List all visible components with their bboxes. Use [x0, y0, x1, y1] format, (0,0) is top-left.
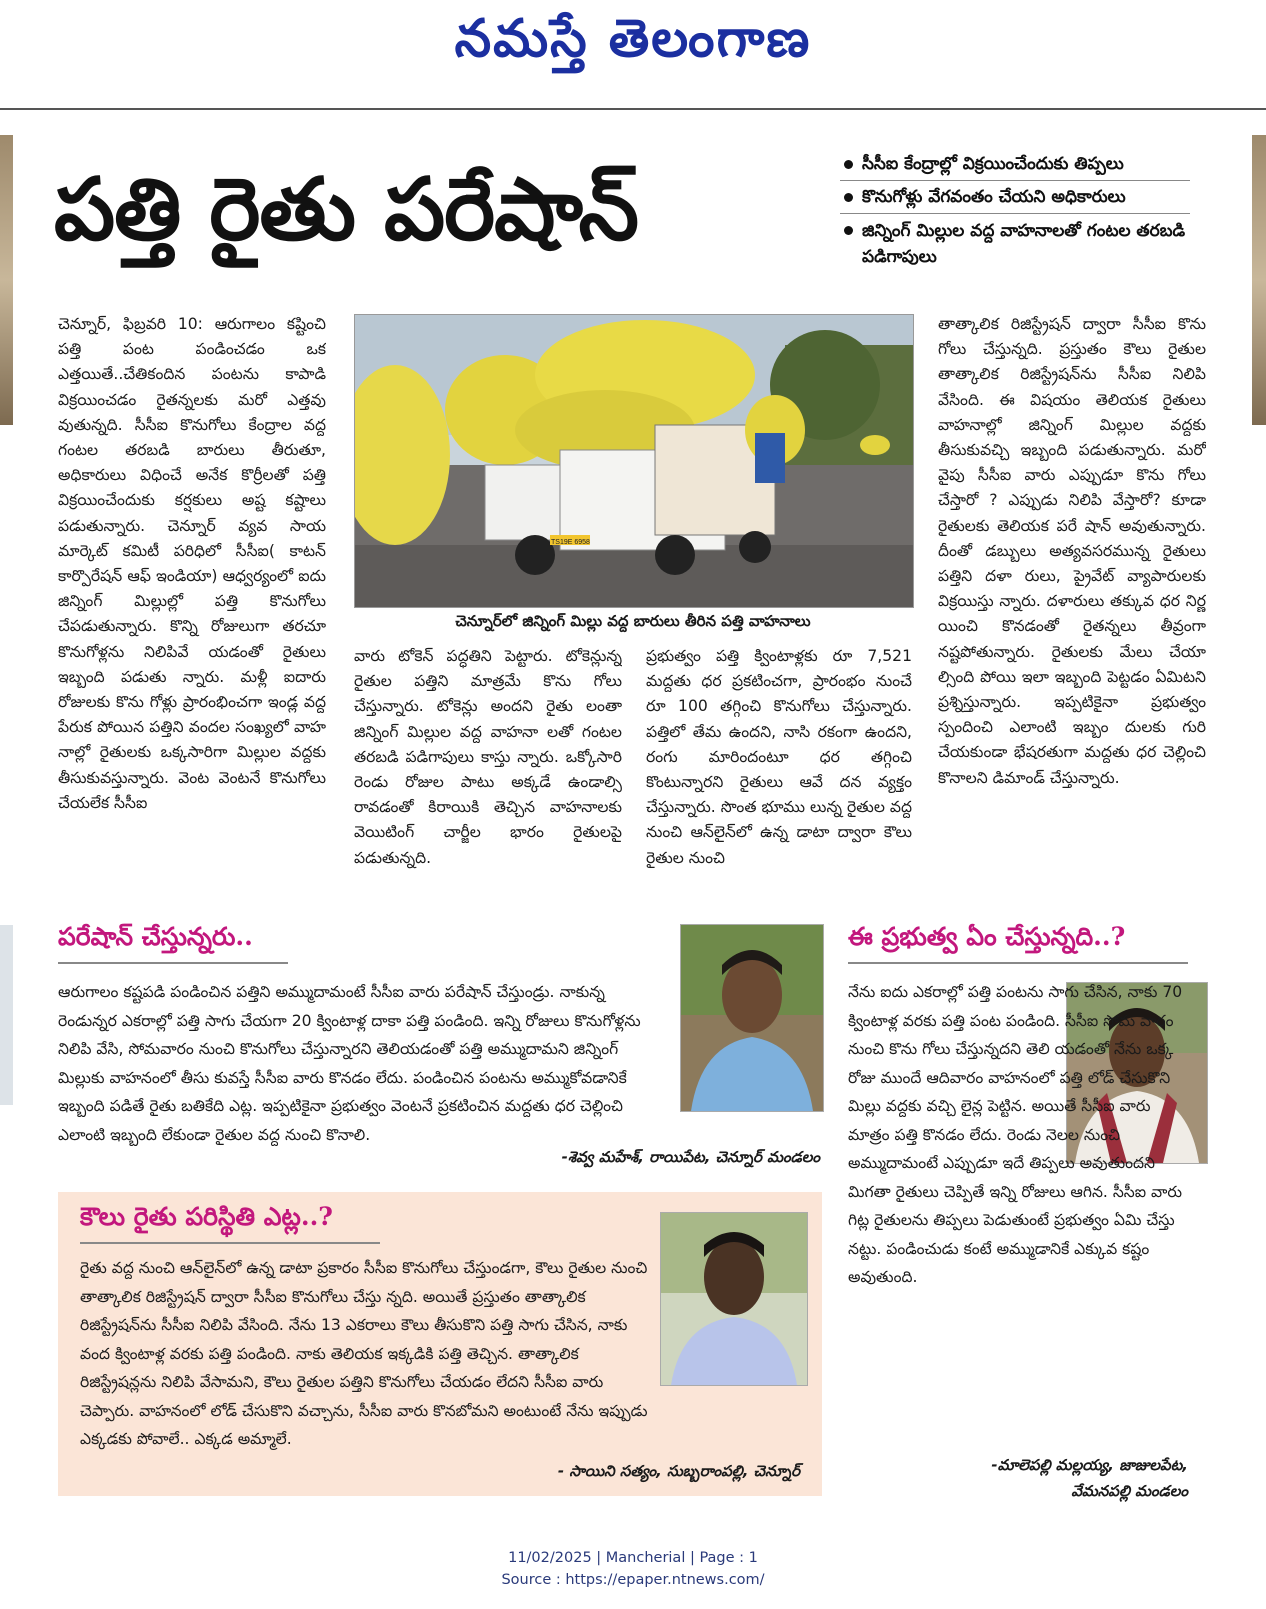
section-title-pareshan: పరేషాన్ చేస్తున్నరు..: [58, 922, 253, 951]
deck-bullet: జిన్నింగ్ మిల్లుల వద్ద వాహనాలతో గంటల తరబడి పడిగాపులు: [840, 214, 1190, 270]
article-column-2: వారు టోకెన్ పద్ధతిని పెట్టారు. టోకెన్లున్న రైతుల పత్తిని మాత్రమే కొను గోలు చేస్తున్నారు. టోకెన్లు అందని రైతు లంతా జిన్నింగ్ మిల్లుల వద్ద వాహనా లతో గంటల తరబడి పడిగాపులు కాస్తు న్నారు. ఒక్కోసారి రెండు రోజుల పాటు అక్కడే ఉండాల్సి రావడంతో కిరాయికి తెచ్చిన వాహనాలకు వెయిటింగ్ చార్జీల భారం రైతులపై పడుతున్నది.: [354, 647, 622, 867]
section-divider: [80, 1242, 380, 1244]
signature-1: -శెవ్వ మహేశ్, రాయిపేట, చెన్నూర్ మండలం: [561, 1148, 820, 1166]
article-column-4: తాత్కాలిక రిజిస్ట్రేషన్ ద్వారా సీసీఐ కొను గోలు చేస్తున్నది. ప్రస్తుతం కౌలు రైతుల తాత్కాలిక రిజిస్ట్రేషన్‌ను సీసీఐ నిలిపి వేసింది. ఈ విషయం తెలియక రైతులు వాహనాల్లో జిన్నింగ్ మిల్లుల వద్దకు తీసుకువచ్చి ఇబ్బంది పడుతున్నారు. మరో వైపు సీసీఐ వారు ఎప్పుడూ కొను గోలు చేస్తారో ? ఎప్పుడు నిలిపి వేస్తారో? కూడా రైతులకు తెలియక పరే షాన్ అవుతున్నారు. దీంతో డబ్బులు అత్యవసరమున్న రైతులు పత్తిని దళా రులు, ప్రైవేట్ వ్యాపారులకు విక్రయిస్తు న్నారు. దళారులు తక్కువ ధర నిర్ణ యించి కొనడంతో రైతన్నలు తీవ్రంగా నష్టపోతున్నారు. రైతులకు మేలు చేయా ల్సింది పోయి ఇలా ఇబ్బంది పెట్టడం ఏమిటని ప్రశ్నిస్తున్నారు. ఇప్పటికైనా ప్రభుత్వం స్పందించి ఎలాంటి ఇబ్బం దులకు గురి చేయకుండా భేషరతుగా మద్దతు ధర చెల్లించి కొనాలని డిమాండ్ చేస్తున్నారు.: [938, 315, 1206, 787]
portrait-farmer-3: [660, 1212, 808, 1386]
deck-bullets: [840, 148, 1190, 270]
portrait-3-illustration: [661, 1213, 807, 1385]
deck-bullet: కొనుగోళ్లు వేగవంతం చేయని అధికారులు: [840, 181, 1190, 214]
section-divider: [848, 962, 1188, 964]
trucks-illustration: [355, 315, 913, 607]
masthead-divider: [0, 108, 1266, 110]
quote-kaulu: రైతు వద్ద నుంచి ఆన్‌లైన్‌లో ఉన్న డాటా ప్రకారం సీసీఐ కొనుగోలు చేస్తుండగా, కౌలు రైతుల నుంచి తాత్కాలిక రిజిస్ట్రేషన్ ద్వారా సీసీఐ కొనుగోలు చేస్తు న్నది. అయితే ప్రస్తుతం తాత్కాలిక రిజిస్ట్రేషన్‌ను సీసీఐ నిలిపి వేసింది. నేను 13 ఎకరాలు కౌలు తీసుకొని పత్తి సాగు చేసిన, నాకు వంద క్వింటాళ్ల వరకు పత్తి పండింది. నాకు తెలియక ఇక్కడికి పత్తి తెచ్చిన. తాత్కాలిక రిజిస్ట్రేషన్లను నిలిపి వేసామని, కౌలు రైతుల పత్తిని కొనుగోలు చేయడం లేదని సీసీఐ వారు చెప్పారు. వాహనంలో లోడ్ చేసుకొని వచ్చాను, సీసీఐ వారు కొనబోమని అంటుంటే నేను ఇప్పుడు ఎక్కడకు పోవాలే.. ఎక్కడ అమ్మాలే.: [80, 1259, 648, 1448]
signature-3: - సాయిని సత్యం, సుబ్బరాంపల్లి, చెన్నూర్: [557, 1462, 800, 1480]
article-column-1: చెన్నూర్, ఫిబ్రవరి 10: ఆరుగాలం కష్టించి పత్తి పంట పండించడం ఒక ఎత్తయితే..చేతికందిన పంటను కాపాడి విక్రయించడం రైతన్నలకు మరో ఎత్తవు వుతున్నది. సీసీఐ కొనుగోలు కేంద్రాల వద్ద గంటల తరబడి బారులు తీరుతూ, అధికారులు విధించే అనేక కొర్రీలతో పత్తి విక్రయించేందుకు కర్షకులు అష్ట కష్టాలు పడుతున్నారు. చెన్నూర్ వ్యవ సాయ మార్కెట్ కమిటీ పరిధిలో సీసీఐ( కాటన్ కార్పొరేషన్ ఆఫ్ ఇండియా) ఆధ్వర్యంలో ఐదు జిన్నింగ్ మిల్లుల్లో పత్తి కొనుగోలు చేపడుతున్నారు. కొన్ని రోజులుగా తరచూ కొనుగోళ్లను నిలిపివే యడంతో రైతులు ఇబ్బంది పడుతు న్నారు. మళ్లీ ఐదారు రోజులకు కొను గోళ్లు ప్రారంభించగా ఇండ్ల వద్ద పేరుక పోయిన పత్తిని వందల సంఖ్యలో వాహ నాల్లో రైతులకు ఒక్కసారిగా మిల్లుల వద్దకు తీసుకువస్తున్నారు. వెంట వెంటనే కొనుగోలు చేయలేక సీసీఐ: [58, 315, 326, 812]
lead-photo-trucks: [354, 314, 914, 608]
portrait-1-illustration: [681, 925, 823, 1111]
signature-2b: వేమనపల్లి మండలం: [1071, 1482, 1188, 1500]
quote-pareshan: ఆరుగాలం కష్టపడి పండించిన పత్తిని అమ్ముదామంటే సీసీఐ వారు పరేషాన్ చేస్తుండ్రు. నాకున్న రెండున్నర ఎకరాల్లో పత్తి సాగు చేయగా 20 క్వింటాళ్ల దాకా పత్తి పండింది. ఇన్ని రోజులు కొనుగోళ్లను నిలిపి వేసి, సోమవారం నుంచి కొనుగోలు చేస్తున్నారని తెలియడంతో పత్తి అమ్ముదామని జిన్నింగ్ మిల్లుకు వాహనంలో తీసు కువస్తే సీసీఐ వారు కొనడం లేదు. పండించిన పంటను అమ్ముకోవడానికే ఇబ్బంది పడితే రైతు బతికేది ఎట్ల. ఇప్పటికైనా ప్రభుత్వం వెంటనే ప్రకటించిన మద్దతు ధర చెల్లించి ఎలాంటి ఇబ్బంది లేకుండా రైతుల వద్ద నుంచి కొనాలి.: [58, 983, 641, 1144]
portrait-farmer-1: [680, 924, 824, 1112]
truck-number-plate: TS19E 6958: [551, 539, 590, 546]
bullet-icon: [844, 226, 853, 235]
masthead-logo: నమస్తే తెలంగాణ: [454, 8, 812, 69]
left-neighbour-strip: [0, 135, 13, 1555]
bullet-icon: [844, 193, 853, 202]
section-title-kaulu: కౌలు రైతు పరిస్థితి ఎట్ల..?: [80, 1202, 333, 1231]
footer-source: Source : https://epaper.ntnews.com/: [501, 1572, 765, 1588]
headline: పత్తి రైతు పరేషాన్: [54, 160, 639, 260]
page-footer: [0, 1547, 1266, 1591]
footer-dateline: 11/02/2025 | Mancherial | Page : 1: [508, 1550, 758, 1566]
photo-caption: చెన్నూర్‌లో జిన్నింగ్ మిల్లు వద్ద బారులు తీరిన పత్తి వాహనాలు: [455, 612, 811, 630]
signature-2a: -మాలెపల్లి మల్లయ్య, జాజులపేట,: [991, 1456, 1188, 1474]
article-column-3: ప్రభుత్వం పత్తి క్వింటాళ్లకు రూ 7,521 మద్దతు ధర ప్రకటించగా, ప్రారంభం నుంచే రూ 100 తగ్గించి కొనుగోలు చేస్తున్నారు. పత్తిలో తేమ ఉందని, నాసి రకంగా ఉందని, రంగు మారిందంటూ ధర తగ్గించి కొంటున్నారని రైతులు ఆవే దన వ్యక్తం చేస్తున్నారు. సొంత భూము లున్న రైతుల వద్ద నుంచి ఆన్‌లైన్‌లో ఉన్న డాటా ద్వారా కౌలు రైతుల నుంచి: [646, 647, 912, 867]
section-divider: [58, 962, 288, 964]
deck-bullet: సీసీఐ కేంద్రాల్లో విక్రయించేందుకు తిప్పలు: [840, 148, 1190, 181]
section-title-govt: ఈ ప్రభుత్వ ఏం చేస్తున్నది..?: [848, 922, 1126, 951]
masthead: [0, 0, 1266, 108]
left-strip-photo: [0, 135, 13, 425]
right-neighbour-strip: [1252, 135, 1266, 1555]
right-strip-photo: [1252, 135, 1266, 425]
left-strip-photo-2: [0, 925, 13, 1105]
bullet-icon: [844, 160, 853, 169]
quote-govt: నేను ఐదు ఎకరాల్లో పత్తి పంటను సాగు చేసిన, నాకు 70 క్వింటాళ్ల వరకు పత్తి పంట పండింది. సీసీఐ సోమ వారం నుంచి కొను గోలు చేస్తున్నదని తెలి యడంతో నేను ఒక్క రోజు ముందే ఆదివారం వాహనంలో పత్తి లోడ్ చేసుకొని మిల్లు వద్దకు వచ్చి లైన్ల పెట్టిన. అయితే సీసీఐ వారు మాత్రం పత్తి కొనడం లేదు. రెండు నెలల నుంచి అమ్ముదామంటే ఎప్పుడూ ఇదే తిప్పలు అవుతుందని మిగతా రైతులు చెప్పితే ఇన్ని రోజులు ఆగిన. సీసీఐ వారు గిట్ల రైతులను తిప్పలు పెడుతుంటే ప్రభుత్వం ఏమి చేస్తు నట్టు. పండించుడు కంటే అమ్ముడానికే ఎక్కువ కష్టం అవుతుంది.: [848, 983, 1183, 1286]
